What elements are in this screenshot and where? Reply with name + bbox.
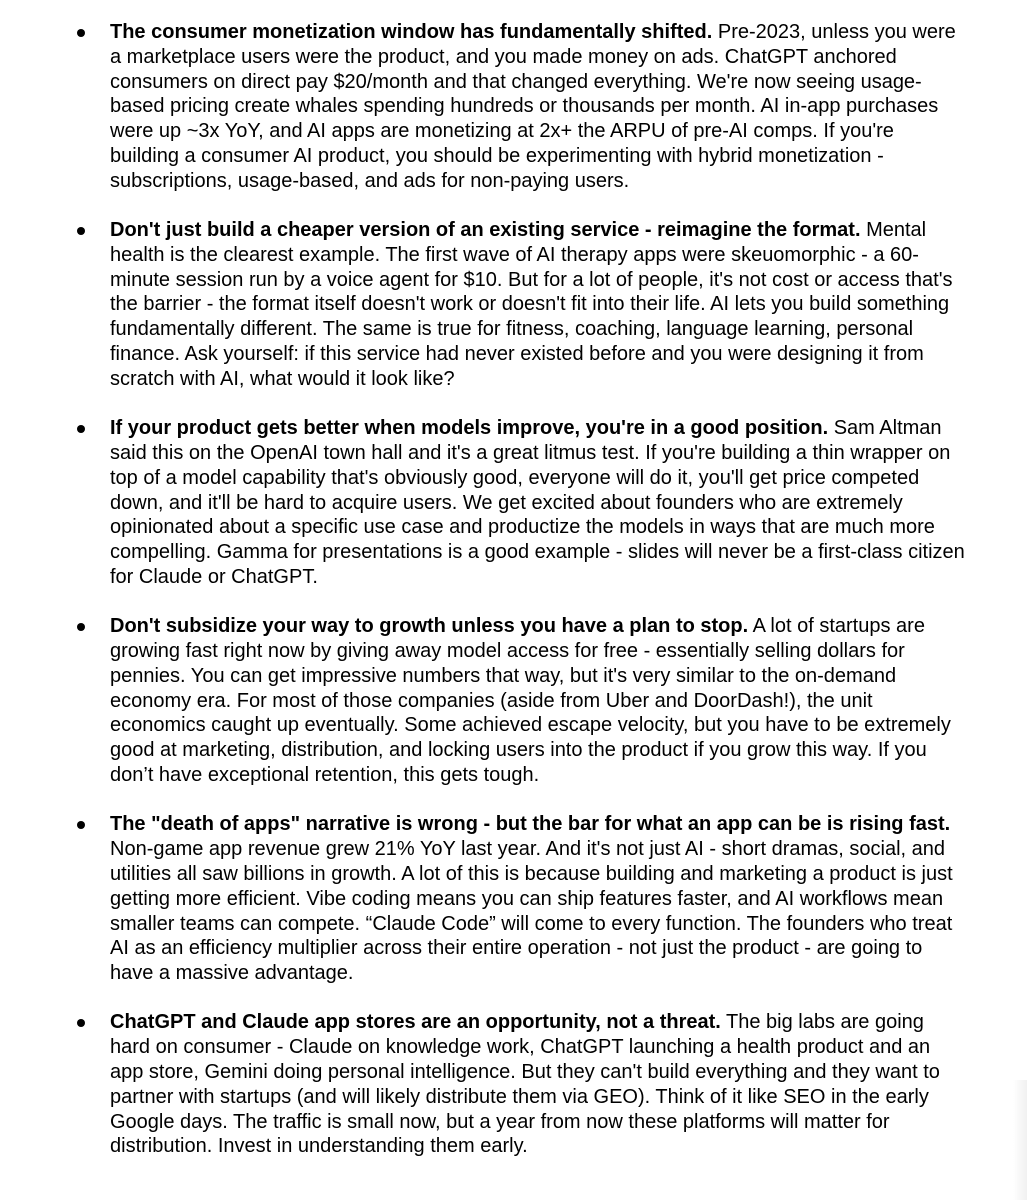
bullet-item-subsidize-growth xyxy=(0,614,1027,788)
bullet-item-models-improve xyxy=(0,416,1027,590)
bullet-lead: The "death of apps" narrative is wrong - but the bar for what an app can be is rising fast. xyxy=(110,813,951,836)
bullet-body: Mental health is the clearest example. The first wave of AI therapy apps were skeuomorphic - a 60-minute session run by a voice agent for $10. But for a lot of people, it's not cost or access that's the barrier - the format itself doesn't work or doesn't fit into their life. AI lets you build something fundamentally different. The same is true for fitness, coaching, language learning, personal finance. Ask yourself: if this service had never existed before and you were designing it from scratch with AI, what would it look like? xyxy=(110,219,953,390)
bullet-body: Sam Altman said this on the OpenAI town hall and it's a great litmus test. If you're building a thin wrapper on top of a model capability that's obviously good, everyone will do it, you'll get price competed down, and it'll be hard to acquire users. We get excited about founders who are extremely opinionated about a specific use case and productize the models in ways that are much more compelling. Gamma for presentations is a good example - slides will never be a first-class citizen for Claude or ChatGPT. xyxy=(110,417,965,588)
bullet-dot-icon xyxy=(77,1019,85,1027)
bullet-lead: The consumer monetization window has fundamentally shifted. xyxy=(110,21,713,43)
bullet-body: Pre-2023, unless you were a marketplace users were the product, and you made money on ads. ChatGPT anchored consumers on direct pay $20/month and that changed everything. We're now seeing usage-based pricing create whales spending hundreds or thousands per month. AI in-app purchases were up ~3x YoY, and AI apps are monetizing at 2x+ the ARPU of pre-AI comps. If you're building a consumer AI product, you should be experimenting with hybrid monetization - subscriptions, usage-based, and ads for non-paying users. xyxy=(110,21,956,192)
page-edge-shadow xyxy=(1013,1080,1027,1200)
bullet-body: Non-game app revenue grew 21% YoY last year. And it's not just AI - short dramas, social, and utilities all saw billions in growth. A lot of this is because building and marketing a product is just getting more efficient. Vibe coding means you can ship features faster, and AI workflows mean smaller teams can compete. “Claude Code” will come to every function. The founders who treat AI as an efficiency multiplier across their entire operation - not just the product - are going to have a massive advantage. xyxy=(110,838,953,985)
bullet-item-death-of-apps xyxy=(0,812,1027,986)
bullet-item-reimagine-format xyxy=(0,218,1027,392)
bullet-dot-icon xyxy=(77,227,85,235)
bullet-lead: If your product gets better when models improve, you're in a good position. xyxy=(110,417,829,440)
bullet-lead: Don't subsidize your way to growth unless you have a plan to stop. xyxy=(110,615,749,638)
bullet-dot-icon xyxy=(77,623,85,631)
bullet-lead: Don't just build a cheaper version of an existing service - reimagine the format. xyxy=(110,219,861,242)
bullet-item-monetization xyxy=(0,20,1027,194)
bullet-item-app-stores xyxy=(0,1010,1027,1159)
bullet-body: A lot of startups are growing fast right now by giving away model access for free - essentially selling dollars for pennies. You can get impressive numbers that way, but it's very similar to the on-demand economy era. For most of those companies (aside from Uber and DoorDash!), the unit economics caught up eventually. Some achieved escape velocity, but you have to be extremely good at marketing, distribution, and locking users into the product if you grow this way. If you don’t have exceptional retention, this gets tough. xyxy=(110,615,951,787)
bullet-body: The big labs are going hard on consumer - Claude on knowledge work, ChatGPT launching a health product and an app store, Gemini doing personal intelligence. But they can't build everything and they want to partner with startups (and will likely distribute them via GEO). Think of it like SEO in the early Google days. The traffic is small now, but a year from now these platforms will matter for distribution. Invest in understanding them early. xyxy=(110,1011,940,1158)
bullet-dot-icon xyxy=(77,29,85,37)
bullet-dot-icon xyxy=(77,821,85,829)
bullet-dot-icon xyxy=(77,425,85,433)
bullet-list xyxy=(0,20,1027,1184)
bullet-lead: ChatGPT and Claude app stores are an opportunity, not a threat. xyxy=(110,1011,721,1034)
